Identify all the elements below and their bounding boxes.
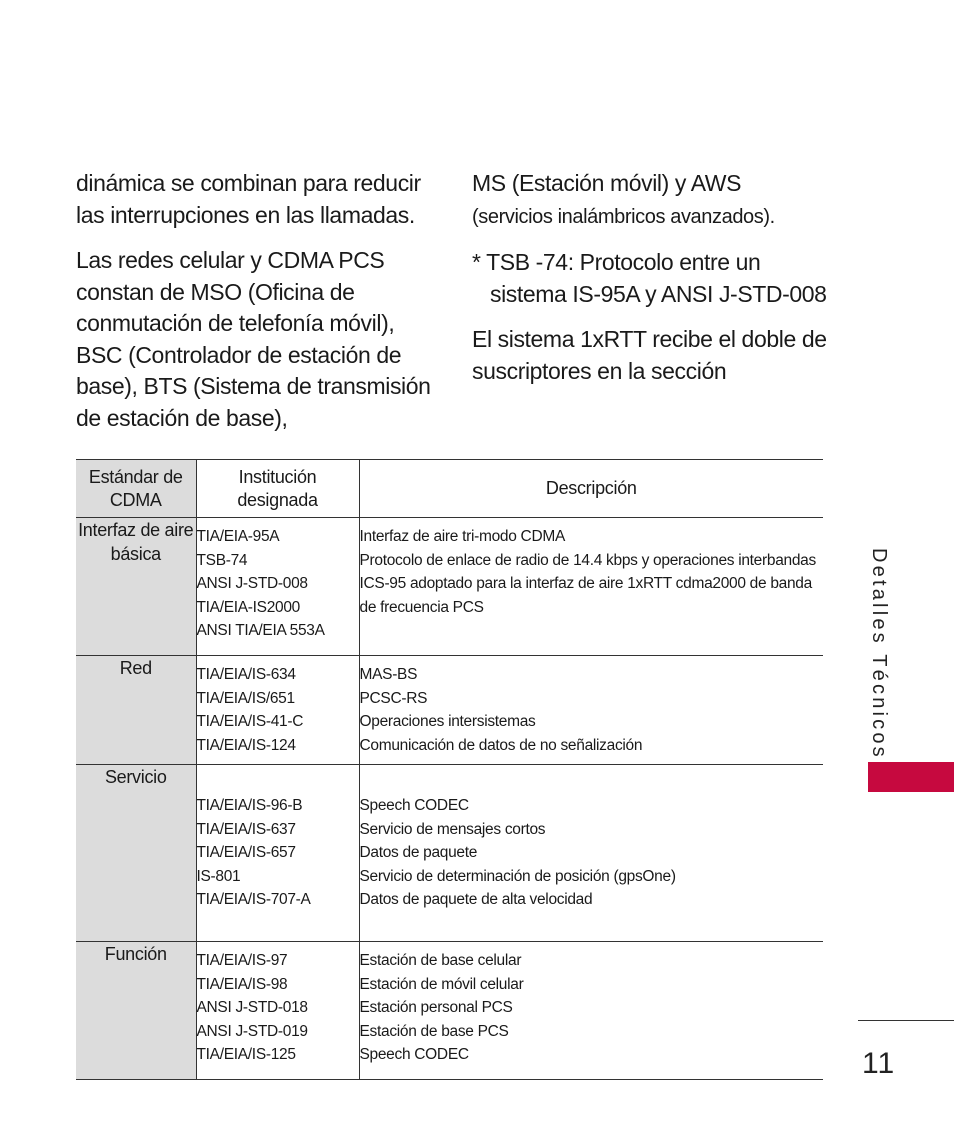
- institution-item: ANSI J-STD-008: [196, 575, 308, 592]
- institution-item: TIA/EIA/IS-96-B: [196, 797, 303, 815]
- description-item: PCSC-RS: [359, 689, 428, 707]
- section-side-label-text: Detalles Técnicos: [868, 548, 890, 760]
- description-item: Estación de base celular: [359, 952, 522, 969]
- row-institutions: [196, 765, 359, 942]
- header-description: Descripción: [359, 460, 823, 518]
- description-item: Datos de paquete: [359, 844, 478, 862]
- row-descriptions: [359, 942, 823, 1080]
- table-row: [76, 942, 823, 1080]
- institution-item: ANSI J-STD-019: [196, 1022, 308, 1040]
- row-descriptions: [359, 518, 823, 656]
- description-item: Speech CODEC: [359, 1046, 469, 1063]
- table-header-row: [76, 460, 823, 518]
- right-paragraph-1-main: MS (Estación móvil) y AWS: [472, 170, 742, 196]
- institution-item: ANSI J-STD-018: [196, 999, 308, 1016]
- row-descriptions: [359, 656, 823, 765]
- institution-item: TIA/EIA/IS-124: [196, 736, 296, 754]
- right-paragraph-1: [472, 168, 832, 233]
- institution-item: IS-801: [196, 867, 241, 885]
- page-number: 11: [862, 1047, 896, 1080]
- institution-item: TIA/EIA/IS/651: [196, 689, 295, 707]
- description-item: Estación personal PCS: [359, 999, 513, 1016]
- right-text-column: [472, 168, 832, 401]
- cdma-standards-table: [76, 459, 823, 1080]
- institution-item: ANSI TIA/EIA 553A: [196, 622, 325, 639]
- institution-item: TIA/EIA/IS-97: [196, 952, 288, 969]
- description-item: Comunicación de datos de no señalización: [359, 736, 643, 754]
- row-institutions: [196, 518, 359, 656]
- description-item: Protocolo de enlace de radio de 14.4 kbps y operaciones interbandas: [359, 551, 816, 569]
- section-side-label: [864, 548, 894, 760]
- right-paragraph-2: * TSB -74: Protocolo entre un sistema IS-95A y ANSI J-STD-008: [472, 249, 827, 307]
- right-paragraph-3: El sistema 1xRTT recibe el doble de suscriptores en la sección: [472, 326, 827, 384]
- row-category: Función: [76, 942, 196, 1080]
- description-item: Servicio de determinación de posición (gpsOne): [359, 867, 676, 885]
- institution-item: TIA/EIA/IS-637: [196, 820, 296, 838]
- page-number-rule: [858, 1020, 954, 1021]
- table-row: [76, 518, 823, 656]
- description-item: ICS-95 adoptado para la interfaz de aire 1xRTT cdma2000 de banda de frecuencia PCS: [359, 575, 812, 616]
- left-paragraph-1: dinámica se combinan para reducir las interrupciones en las llamadas.: [76, 170, 421, 228]
- institution-item: TSB-74: [196, 551, 248, 569]
- description-item: Speech CODEC: [359, 797, 469, 815]
- row-category: Interfaz de aire básica: [76, 518, 196, 656]
- row-category: Red: [76, 656, 196, 765]
- table-row: [76, 765, 823, 942]
- institution-item: TIA/EIA/IS-125: [196, 1046, 296, 1063]
- left-paragraph-2: Las redes celular y CDMA PCS constan de MSO (Oficina de conmutación de telefonía móvil), BSC (Controlador de estación de base), BTS (Sistema de transmisión de estación de base),: [76, 247, 431, 431]
- right-paragraph-1-small: (servicios inalámbricos avanzados).: [472, 205, 775, 228]
- header-institution: Institución designada: [196, 460, 359, 518]
- institution-item: TIA/EIA/IS-98: [196, 975, 288, 993]
- institution-item: TIA/EIA/IS-707-A: [196, 891, 311, 909]
- section-accent-bar: [868, 762, 954, 792]
- left-text-column: [76, 168, 446, 448]
- row-category: Servicio: [76, 765, 196, 942]
- description-item: MAS-BS: [359, 666, 418, 683]
- header-standard: Estándar de CDMA: [76, 460, 196, 518]
- description-item: Estación de móvil celular: [359, 975, 524, 993]
- description-item: Operaciones intersistemas: [359, 713, 536, 730]
- description-item: Datos de paquete de alta velocidad: [359, 891, 593, 909]
- table-row: [76, 656, 823, 765]
- institution-item: TIA/EIA-IS2000: [196, 598, 300, 616]
- institution-item: TIA/EIA/IS-634: [196, 666, 296, 683]
- institution-item: TIA/EIA/IS-657: [196, 844, 296, 862]
- row-descriptions: [359, 765, 823, 942]
- row-institutions: [196, 942, 359, 1080]
- description-item: Estación de base PCS: [359, 1022, 509, 1040]
- description-item: Interfaz de aire tri-modo CDMA: [359, 528, 565, 545]
- row-institutions: [196, 656, 359, 765]
- institution-item: TIA/EIA/IS-41-C: [196, 713, 304, 730]
- institution-item: TIA/EIA-95A: [196, 528, 280, 545]
- description-item: Servicio de mensajes cortos: [359, 820, 546, 838]
